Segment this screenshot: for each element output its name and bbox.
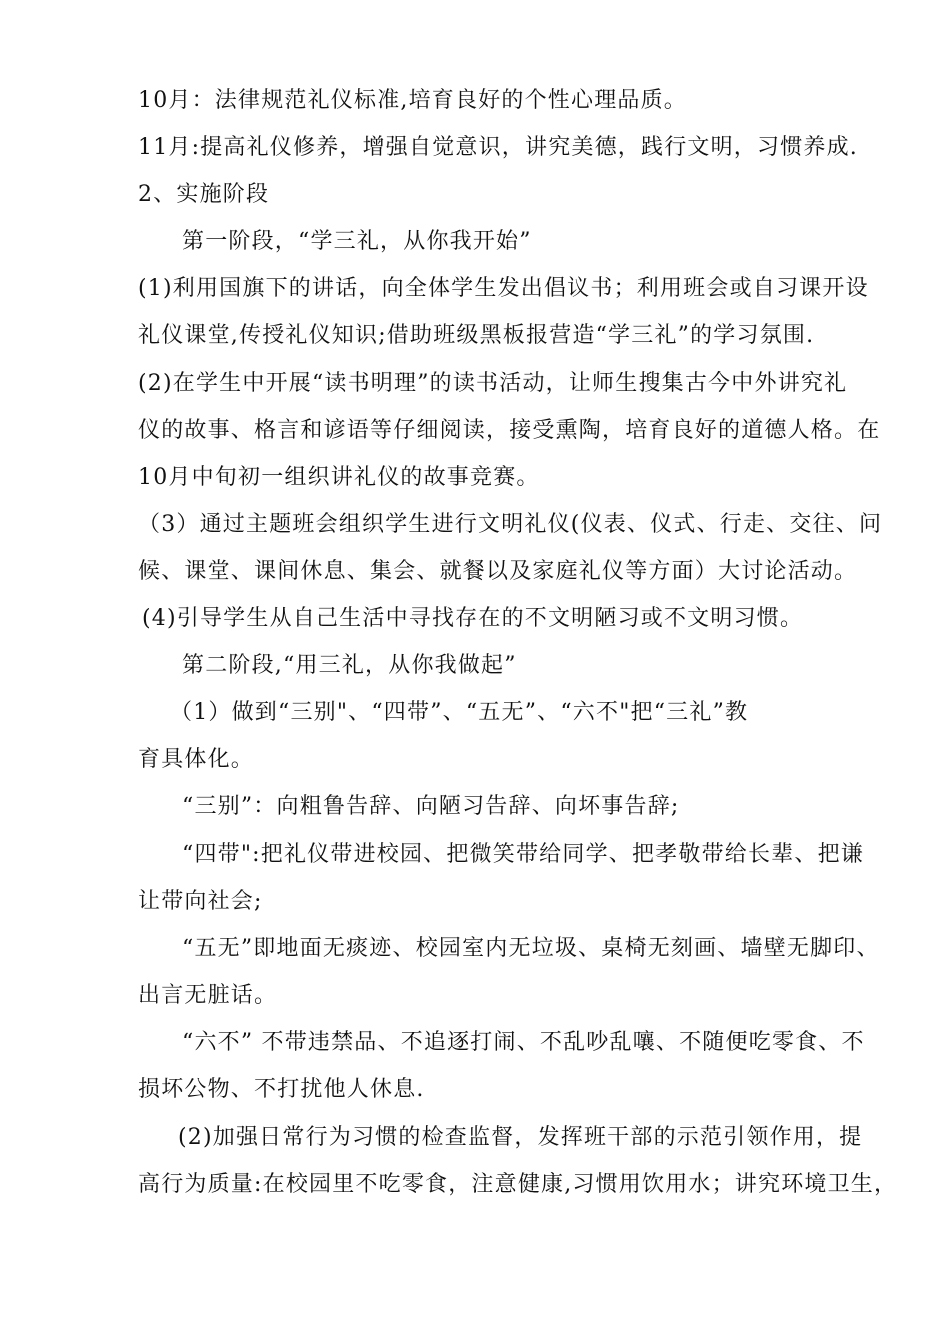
text-line: 让带向社会; (138, 889, 263, 914)
text-line: “六不” 不带违禁品、不追逐打闹、不乱吵乱嚷、不随便吃零食、不 (182, 1030, 865, 1055)
text-line: 育具体化。 (138, 747, 255, 772)
stage-heading: 第二阶段,“用三礼，从你我做起” (182, 653, 517, 678)
text-line: 出言无脏话。 (138, 983, 278, 1008)
text-line: “五无”即地面无痰迹、校园室内无垃圾、桌椅无刻画、墙壁无脚印、 (182, 936, 880, 961)
text-line: (2)在学生中开展“读书明理”的读书活动，让师生搜集古今中外讲究礼 (138, 371, 848, 396)
text-line: （1）做到“三别"、“四带”、“五无”、“六不"把“三礼”教 (170, 700, 749, 725)
text-line: (4)引导学生从自己生活中寻找存在的不文明陋习或不文明习惯。 (142, 606, 804, 631)
text-line: (2)加强日常行为习惯的检查监督，发挥班干部的示范引领作用，提 (178, 1125, 863, 1150)
text-line: 高行为质量:在校园里不吃零食，注意健康,习惯用饮用水；讲究环境卫生， (138, 1172, 898, 1197)
text-line: 损坏公物、不打扰他人休息. (138, 1077, 425, 1102)
stage-heading: 第一阶段，“学三礼，从你我开始” (182, 229, 532, 254)
text-line: 10月：法律规范礼仪标准,培育良好的个性心理品质。 (138, 88, 687, 113)
text-line: 10月中旬初一组织讲礼仪的故事竞赛。 (138, 465, 540, 490)
section-heading: 2、实施阶段 (138, 182, 270, 207)
text-line: （3）通过主题班会组织学生进行文明礼仪(仪表、仪式、行走、交往、问 (138, 512, 883, 537)
text-line: (1)利用国旗下的讲话，向全体学生发出倡议书；利用班会或自习课开设 (138, 276, 869, 301)
text-line: “四带":把礼仪带进校园、把微笑带给同学、把孝敬带给长辈、把谦 (182, 842, 864, 867)
text-line: 礼仪课堂,传授礼仪知识;借助班级黑板报营造“学三礼”的学习氛围. (138, 323, 815, 348)
text-line: “三别”：向粗鲁告辞、向陋习告辞、向坏事告辞; (182, 794, 680, 819)
text-line: 候、课堂、课间休息、集会、就餐以及家庭礼仪等方面）大讨论活动。 (138, 559, 858, 584)
text-line: 仪的故事、格言和谚语等仔细阅读，接受熏陶，培育良好的道德人格。在 (138, 418, 881, 443)
text-line: 11月:提高礼仪修养，增强自觉意识，讲究美德，践行文明，习惯养成. (138, 135, 859, 160)
